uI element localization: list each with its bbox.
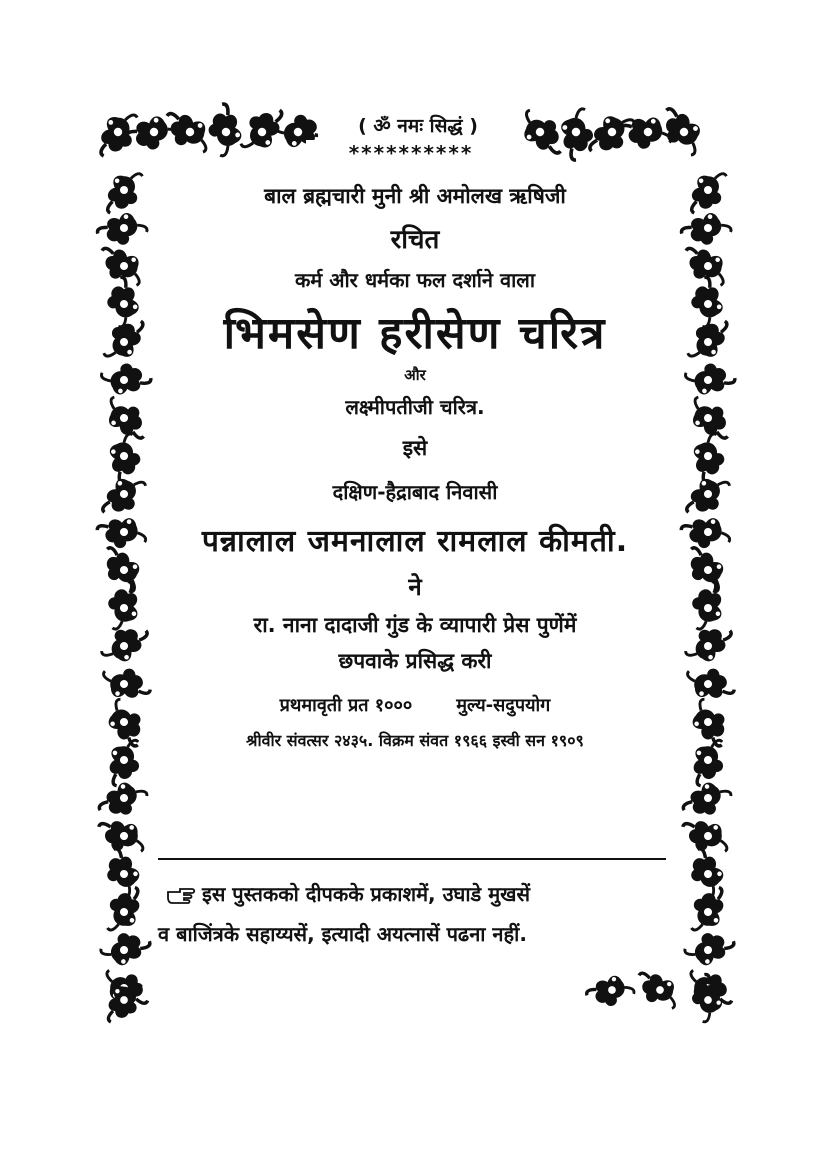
floral-ornament — [102, 433, 152, 485]
pointing-hand-icon — [166, 887, 196, 905]
floral-ornament — [100, 248, 142, 285]
press-line: रा. नाना दादाजी गुंड के व्यापारी प्रेस पुणेंमें — [253, 613, 577, 637]
floral-ornament — [105, 397, 151, 439]
floral-ornament — [684, 248, 726, 285]
main-title: भिमसेण हरीसेण चरित्र — [223, 308, 607, 359]
rachit-label: रचित — [390, 225, 440, 255]
reading-notice — [158, 874, 678, 954]
star-divider: ********** — [306, 140, 516, 166]
floral-ornament — [686, 698, 737, 747]
notice-line-1 — [158, 874, 678, 914]
notice-text-1: इस पुस्तकको दीपकके प्रकाशमें, उघाडे मुखसें — [202, 882, 531, 906]
floral-ornament — [685, 618, 733, 668]
floral-ornament — [103, 887, 142, 930]
floral-ornament — [687, 659, 735, 705]
floral-ornament — [637, 973, 677, 1009]
floral-ornament — [98, 776, 148, 828]
residence-line: दक्षिण-हैद्राबाद निवासी — [332, 480, 498, 504]
floral-ornament — [619, 109, 672, 160]
publisher-names: पन्नालाल जमनालाल रामलाल कीमती. — [201, 524, 629, 559]
floral-ornament — [108, 174, 143, 213]
author-line: बाल ब्रह्मचारी मुनी श्री अमोलख ऋषिजी — [264, 184, 566, 208]
floral-ornament — [98, 580, 145, 630]
floral-ornament — [682, 776, 732, 828]
floral-ornament — [686, 433, 736, 485]
floral-ornament — [692, 174, 727, 213]
floral-ornament — [103, 659, 151, 705]
published-line: छपवाके प्रसिद्ध करी — [338, 649, 492, 673]
floral-ornament — [686, 474, 730, 521]
floral-ornament — [102, 474, 146, 521]
floral-ornament — [687, 887, 726, 930]
floral-ornament — [689, 397, 735, 439]
floral-ornament — [585, 968, 635, 1018]
floral-ornament — [101, 618, 149, 668]
subtitle: कर्म और धर्मका फल दर्शाने वाला — [294, 268, 536, 292]
floral-ornament — [165, 113, 208, 152]
floral-ornament — [102, 698, 153, 747]
edition-row — [150, 693, 680, 717]
horizontal-rule — [158, 858, 666, 860]
notice-line-2: व बाजिंत्रके सहाय्यसें, इत्यादी अयत्नासें पढना नहीं. — [158, 922, 527, 946]
floral-ornament — [101, 115, 137, 156]
floral-ornament — [684, 352, 736, 403]
floral-ornament — [688, 739, 732, 786]
title-block — [150, 178, 680, 751]
second-title: लक्ष्मीपतीजी चरित्र. — [345, 395, 485, 419]
floral-ornament — [100, 352, 152, 403]
floral-ornament — [104, 739, 148, 786]
price-label: मुल्य-सदुपयोग — [456, 695, 551, 716]
invocation-heading: ( ॐ नमः सिद्धं ) — [318, 108, 518, 142]
floral-ornament — [589, 111, 635, 160]
edition-label: प्रथमावृती प्रत १००० — [279, 695, 413, 716]
floral-ornament — [682, 580, 729, 630]
ise-label: इसे — [402, 436, 428, 460]
dates-line: श्रीवीर संवत्सर २४३५. विक्रम संवत १९६६ इस्वी सन १९०९ — [246, 731, 584, 750]
floral-ornament — [520, 110, 568, 154]
ne-label: ने — [408, 573, 422, 601]
conjunction-aur: और — [404, 366, 426, 384]
